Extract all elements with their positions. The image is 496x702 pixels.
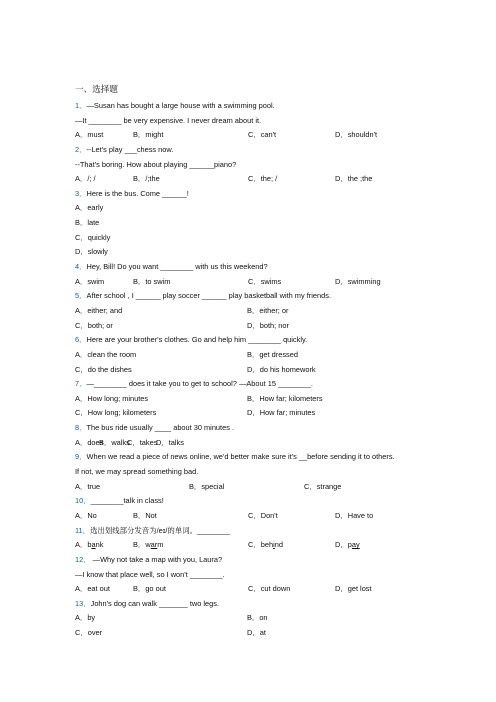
- option: A．/; /: [75, 174, 96, 184]
- option: A．swim: [75, 276, 105, 286]
- option: D．shouldn't: [335, 130, 378, 140]
- question-text: Hey, Bill! Do you want ________ with us this weekend?: [86, 262, 268, 272]
- question-number: 1．: [75, 101, 87, 110]
- option: B．might: [133, 130, 164, 140]
- options-row: [75, 611, 435, 626]
- question-stem-line: [75, 260, 435, 275]
- question-number: 7．: [75, 379, 87, 389]
- option: D．get lost: [335, 584, 372, 594]
- option: C．How long; kilometers: [75, 408, 157, 418]
- option: B．special: [189, 481, 225, 491]
- question-stem-line: [75, 377, 435, 392]
- question-number: 4．: [75, 262, 87, 272]
- question-text: —Susan has bought a large house with a swimming pool.: [86, 101, 275, 110]
- question-text: --Let's play ___chess now.: [86, 144, 174, 154]
- options-row: [75, 436, 435, 451]
- underlined-letters: a: [91, 540, 96, 550]
- option: B．How far; kilometers: [247, 393, 323, 403]
- question-stem-line: [75, 450, 435, 465]
- option: C．Don't: [248, 510, 278, 520]
- option-label: A．: [75, 540, 88, 550]
- question-stem-line: [75, 158, 435, 173]
- question-stem-line: [75, 99, 435, 114]
- options-row: [75, 172, 435, 187]
- option: D．at: [247, 628, 266, 638]
- question-stem-line: [75, 333, 435, 348]
- question-number: 11．: [75, 525, 91, 535]
- options-row: [75, 480, 435, 495]
- question-stem-line: [75, 524, 435, 539]
- option: C．the; /: [248, 174, 278, 184]
- question-text: —Why not take a map with you, Laura?: [90, 554, 223, 564]
- question-stem-line: [75, 114, 435, 129]
- option: D．do his homework: [247, 364, 316, 374]
- option: C．swims: [248, 276, 282, 286]
- question-text: --That's boring. How about playing ______piano?: [75, 159, 237, 169]
- option-label: D．: [335, 540, 348, 550]
- option: C．takes: [127, 437, 158, 447]
- option: D．slowly: [75, 247, 108, 257]
- question-stem-line: [75, 553, 435, 568]
- question-text: —It ________ be very expensive. I never dream about it.: [75, 115, 262, 125]
- option: D．swimming: [335, 276, 381, 286]
- option: A．No: [75, 510, 97, 520]
- option: A．early: [75, 203, 104, 213]
- question-stem-line: [75, 421, 435, 436]
- question-list: [75, 99, 435, 641]
- option: A．true: [75, 481, 101, 491]
- options-row: [75, 538, 435, 553]
- option: B．/;the: [133, 174, 160, 184]
- options-row: [75, 275, 435, 290]
- question-number: 12．: [75, 554, 91, 564]
- option-text: nk: [95, 540, 104, 550]
- options-row: [75, 128, 435, 143]
- option: C．quickly: [75, 232, 111, 242]
- question-text: Here is the bus. Come ______!: [86, 188, 189, 198]
- question-text: Here are your brother's clothes. Go and help him ________ quickly.: [86, 335, 308, 345]
- options-row: [75, 319, 435, 334]
- question-number: 8．: [75, 423, 87, 433]
- question-number: 2．: [75, 144, 87, 154]
- option: A．either; and: [75, 305, 123, 315]
- section-title: 一、选择题: [75, 84, 118, 94]
- option-text: w: [145, 540, 151, 550]
- question-stem-line: [75, 187, 435, 202]
- option-text: p: [347, 540, 352, 550]
- option: C．cut down: [248, 584, 291, 594]
- question-stem-line: [75, 465, 435, 480]
- question-text: —I know that place well, so I won't ________.: [75, 569, 225, 579]
- option-label: B．: [133, 540, 146, 550]
- option: B．walks: [99, 437, 130, 447]
- option: C．can't: [248, 130, 277, 140]
- question-stem-line: [75, 289, 435, 304]
- option: C．strange: [304, 481, 342, 491]
- question-number: 10．: [75, 496, 91, 506]
- question-text: The bus ride usually ____ about 30 minutes .: [86, 423, 235, 433]
- underlined-letters: i: [273, 540, 275, 550]
- option: B．to swim: [133, 276, 171, 286]
- option: B．on: [247, 613, 268, 623]
- option: D．talks: [156, 437, 184, 447]
- option: A．does: [75, 437, 104, 447]
- question-number: 13．: [75, 598, 91, 608]
- option: A．How long; minutes: [75, 393, 149, 403]
- option: A．clean the room: [75, 349, 137, 359]
- question-text: When we read a piece of news online, we'd better make sure it's __before sending it to others.: [86, 452, 395, 462]
- question-text: —________ does it take you to get to school? —About 15 ________.: [86, 379, 313, 389]
- option: C．both; or: [75, 320, 113, 330]
- question-stem-line: [75, 597, 435, 612]
- option: [133, 538, 163, 553]
- option: B．get dressed: [247, 349, 298, 359]
- option: D．How far; minutes: [247, 408, 316, 418]
- option: D．the ;the: [335, 174, 373, 184]
- option: A．must: [75, 130, 104, 140]
- options-row: [75, 363, 435, 378]
- question-number: 3．: [75, 188, 87, 198]
- option-text: nd: [274, 540, 283, 550]
- question-text: ________talk in class!: [90, 496, 164, 506]
- option: D．Have to: [335, 510, 374, 520]
- option: C．do the dishes: [75, 364, 132, 374]
- option: A．by: [75, 613, 96, 623]
- option: A．eat out: [75, 584, 110, 594]
- question-number: 9．: [75, 452, 87, 462]
- question-stem-line: [75, 494, 435, 509]
- options-row: [75, 406, 435, 421]
- options-row: [75, 582, 435, 597]
- option: [248, 538, 283, 553]
- option-text: m: [157, 540, 164, 550]
- option-label: C．: [248, 540, 261, 550]
- options-row: [75, 509, 435, 524]
- option: B．Not: [133, 510, 157, 520]
- question-text: John's dog can walk _______ two legs.: [90, 598, 219, 608]
- option: D．both; nor: [247, 320, 289, 330]
- option-text: b: [87, 540, 92, 550]
- question-number: 6．: [75, 335, 87, 345]
- question-text: If not, we may spread something bad.: [75, 467, 199, 477]
- options-row: [75, 392, 435, 407]
- option: B．either; or: [247, 305, 289, 315]
- underlined-letters: ay: [351, 540, 360, 550]
- question-text: 选出划线部分发音为/eɪ/的单词。________: [90, 525, 230, 535]
- options-row: [75, 626, 435, 641]
- question-stem-line: [75, 568, 435, 583]
- question-number: 5．: [75, 291, 87, 301]
- underlined-letters: ar: [150, 540, 158, 550]
- option: C．over: [75, 628, 103, 638]
- options-row: [75, 348, 435, 363]
- option: B．go out: [133, 584, 166, 594]
- option: B．late: [75, 218, 100, 228]
- question-text: After school , I ______ play soccer ______ play basketball with my friends.: [86, 291, 331, 301]
- option-text: beh: [260, 540, 274, 550]
- options-row: [75, 304, 435, 319]
- option: [75, 538, 103, 553]
- question-stem-line: [75, 143, 435, 158]
- option: [335, 538, 360, 553]
